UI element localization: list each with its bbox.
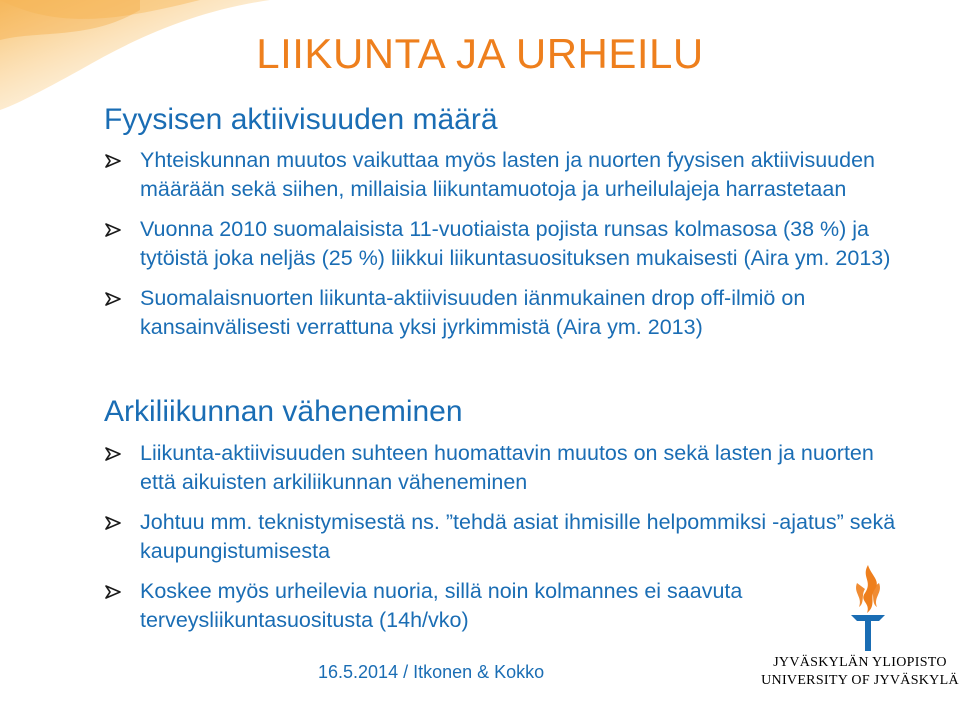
bullet-text: Liikunta-aktiivisuuden suhteen huomattavin muutos on sekä lasten ja nuorten että aikuisten arkiliikunnan väheneminen — [140, 441, 874, 494]
arrowhead-bullet-icon — [104, 154, 122, 168]
arrowhead-bullet-icon — [104, 292, 122, 306]
slide-title: LIIKUNTA JA URHEILU — [256, 30, 704, 77]
section-heading-everyday-activity: Arkiliikunnan väheneminen — [104, 395, 463, 428]
torch-flame-icon — [843, 563, 893, 653]
bullet-item — [104, 439, 904, 497]
bullet-item — [104, 577, 840, 635]
logo-line-english: UNIVERSITY OF JYVÄSKYLÄ — [761, 673, 959, 688]
bullet-item — [104, 146, 904, 204]
arrowhead-bullet-icon — [104, 516, 122, 530]
university-logo — [760, 555, 960, 705]
bullet-text: Vuonna 2010 suomalaisista 11-vuotiaista pojista runsas kolmasosa (38 %) ja tytöistä joka neljäs (25 %) liikkui liikuntasuosituksen mukaisesti (Aira ym. 2013) — [140, 217, 891, 270]
bullet-text: Johtuu mm. teknistymisestä ns. ”tehdä asiat ihmisille helpommiksi -ajatus” sekä kaupungistumisesta — [140, 510, 896, 563]
bullet-text: Suomalaisnuorten liikunta-aktiivisuuden iänmukainen drop off-ilmiö on kansainvälisesti verrattuna yksi jyrkimmistä (Aira ym. 2013) — [140, 286, 806, 339]
bullet-item — [104, 284, 904, 342]
bullet-list-physical-activity — [104, 146, 904, 342]
bullet-text: Koskee myös urheilevia nuoria, sillä noin kolmannes ei saavuta terveysliikuntasuositusta (14h/vko) — [140, 579, 743, 632]
logo-text — [760, 655, 960, 689]
arrowhead-bullet-icon — [104, 585, 122, 599]
arrowhead-bullet-icon — [104, 447, 122, 461]
footer-date-author: 16.5.2014 / Itkonen & Kokko — [318, 662, 545, 682]
arrowhead-bullet-icon — [104, 223, 122, 237]
logo-line-finnish: JYVÄSKYLÄN YLIOPISTO — [773, 655, 947, 670]
section-heading-physical-activity: Fyysisen aktiivisuuden määrä — [104, 103, 498, 136]
bullet-item — [104, 215, 904, 273]
bullet-text: Yhteiskunnan muutos vaikuttaa myös lasten ja nuorten fyysisen aktiivisuuden määrään sekä siihen, millaisia liikuntamuotoja ja urheilulajeja harrastetaan — [140, 148, 875, 201]
